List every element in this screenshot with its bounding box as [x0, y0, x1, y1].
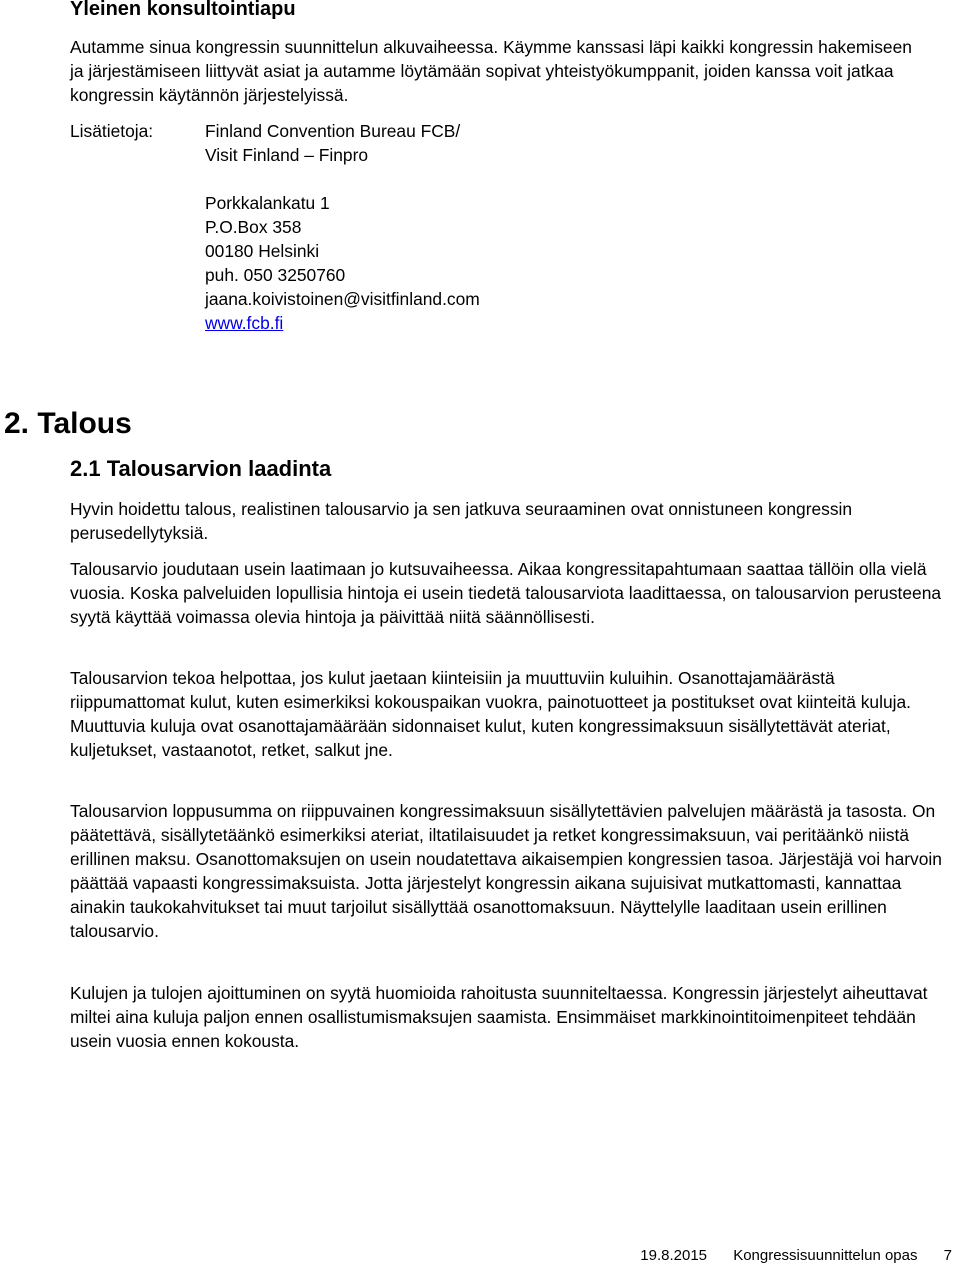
- contact-block: [205, 119, 480, 335]
- page-footer: [640, 1247, 952, 1265]
- section-heading-general: Yleinen konsultointiapu: [70, 0, 296, 20]
- section-heading-finance: 2. Talous: [4, 407, 132, 440]
- contact-spacer: [205, 167, 480, 191]
- intro-paragraph: Autamme sinua kongressin suunnittelun alkuvaiheessa. Käymme kanssasi läpi kaikki kongressin hakemiseen ja järjestämiseen liittyvät asiat ja autamme löytämään sopivat yhteistyökumppanit, joiden kanssa voit jatkaa kongressin käytännön järjestelyissä.: [70, 37, 912, 105]
- contact-phone: puh. 050 3250760: [205, 265, 346, 285]
- contact-city: 00180 Helsinki: [205, 241, 320, 261]
- footer-page-number: 7: [943, 1247, 952, 1264]
- website-link[interactable]: www.fcb.fi: [205, 313, 284, 333]
- finance-paragraph-3: Talousarvion tekoa helpottaa, jos kulut jaetaan kiinteisiin ja muuttuviin kuluihin. Osanottajamäärästä riippumattomat kulut, kuten esimerkiksi kokouspaikan vuokra, painotuotteet ja postitukset ovat kiinteitä kuluja. Muuttuvia kuluja ovat osanottajamäärään sidonnaiset kulut, kuten kongressimaksuun sisällytettävät ateriat, kuljetukset, vastaanotot, retket, salkut jne.: [70, 668, 911, 760]
- finance-paragraph-4: Talousarvion loppusumma on riippuvainen kongressimaksuun sisällytettävien palvelujen määrästä ja tasosta. On päätettävä, sisällytetäänkö esimerkiksi ateriat, iltatilaisuudet ja retket kongressimaksuun, vai peritäänkö niistä erillinen maksu. Osanottomaksujen on usein noudatettava aikaisempien kongressien tasoa. Järjestäjä voi harvoin päättää vapaasti kongressimaksuista. Jotta järjestelyt kongressin aikana sujuisivat mutkattomasti, kannattaa ainakin taukokahvitukset tai muut tarjoilut sisällyttää osanottomaksuun. Näyttelylle laaditaan usein erillinen talousarvio.: [70, 801, 942, 941]
- finance-paragraph-2: Talousarvio joudutaan usein laatimaan jo kutsuvaiheessa. Aikaa kongressitapahtumaan saattaa tällöin olla vielä vuosia. Koska palveluiden lopullisia hintoja ei usein tiedetä talousarviota laadittaessa, on talousarvion perusteena syytä käyttää voimassa olevia hintoja ja päivittää niitä säännöllisesti.: [70, 559, 942, 627]
- contact-org-line2: Visit Finland – Finpro: [205, 145, 369, 165]
- contact-label: Lisätietoja:: [70, 121, 154, 141]
- contact-email: jaana.koivistoinen@visitfinland.com: [205, 289, 480, 309]
- finance-paragraph-1: Hyvin hoidettu talous, realistinen talousarvio ja sen jatkuva seuraaminen ovat onnistuneen kongressin perusedellytyksiä.: [70, 499, 853, 543]
- finance-paragraph-5: Kulujen ja tulojen ajoittuminen on syytä huomioida rahoitusta suunniteltaessa. Kongressin järjestelyt aiheuttavat miltei aina kuluja paljon ennen osallistumismaksujen saamista. Ensimmäiset markkinointitoimenpiteet tehdään usein vuosia ennen kokousta.: [70, 983, 928, 1051]
- contact-po-box: P.O.Box 358: [205, 217, 302, 237]
- contact-org-line1: Finland Convention Bureau FCB/: [205, 121, 461, 141]
- contact-street: Porkkalankatu 1: [205, 193, 330, 213]
- footer-date: 19.8.2015: [640, 1247, 708, 1264]
- footer-doc-title: Kongressisuunnittelun opas: [733, 1247, 918, 1264]
- subsection-heading-budget: 2.1 Talousarvion laadinta: [70, 456, 332, 481]
